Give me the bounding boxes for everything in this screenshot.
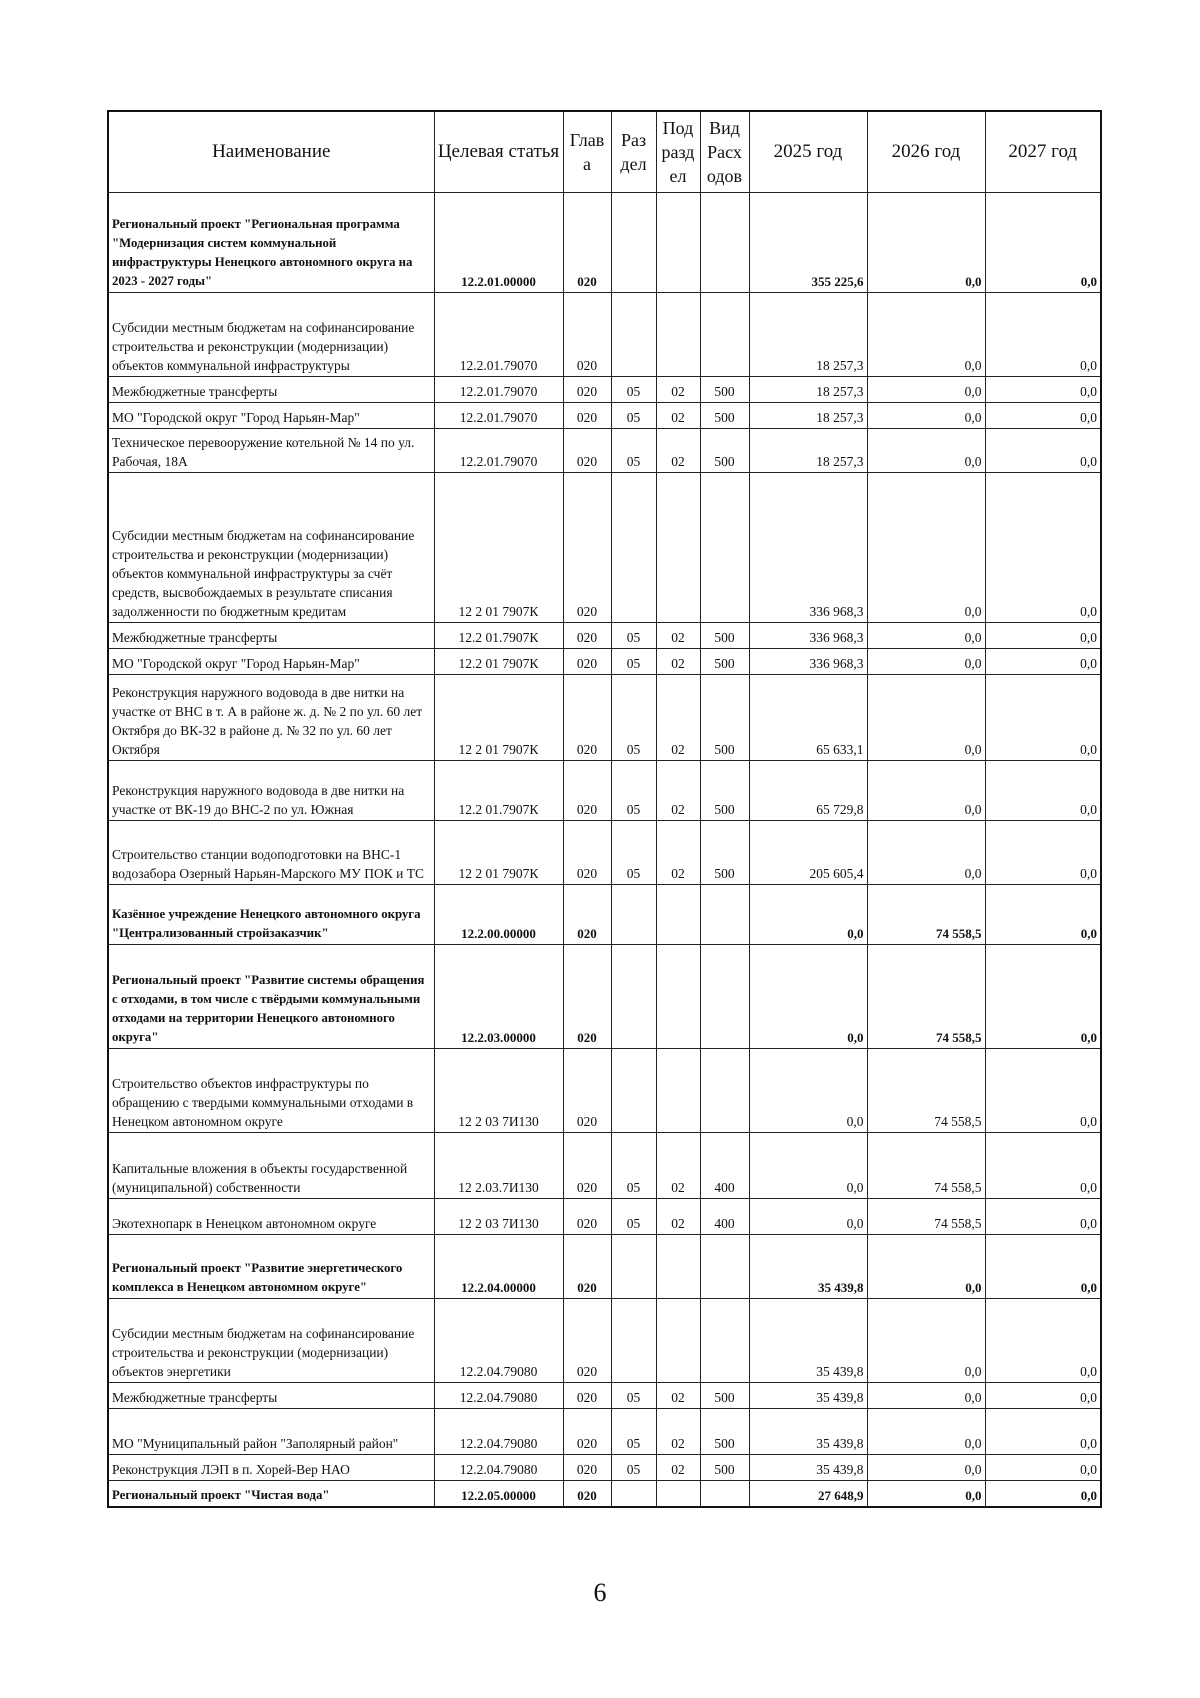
cell-subsection: 02 — [656, 821, 700, 885]
cell-2027: 0,0 — [985, 403, 1101, 429]
cell-section: 05 — [611, 761, 656, 821]
cell-section: 05 — [611, 429, 656, 473]
cell-expense-type: 500 — [700, 623, 749, 649]
cell-2025: 18 257,3 — [749, 293, 867, 377]
cell-2025: 27 648,9 — [749, 1481, 867, 1507]
cell-2025: 0,0 — [749, 885, 867, 945]
cell-2027: 0,0 — [985, 193, 1101, 293]
cell-chapter: 020 — [563, 821, 611, 885]
cell-expense-type: 500 — [700, 821, 749, 885]
cell-target-article: 12.2.05.00000 — [434, 1481, 563, 1507]
cell-target-article: 12.2.04.79080 — [434, 1455, 563, 1481]
table-row — [108, 293, 1101, 377]
cell-section — [611, 945, 656, 1049]
cell-2026: 0,0 — [867, 193, 985, 293]
cell-subsection — [656, 1049, 700, 1133]
cell-target-article: 12 2 03 7И130 — [434, 1049, 563, 1133]
cell-2025: 0,0 — [749, 945, 867, 1049]
cell-expense-type — [700, 945, 749, 1049]
cell-chapter: 020 — [563, 1049, 611, 1133]
cell-2025: 35 439,8 — [749, 1455, 867, 1481]
cell-name: Капитальные вложения в объекты государственной (муниципальной) собственности — [108, 1133, 434, 1199]
cell-target-article: 12 2 01 7907К — [434, 675, 563, 761]
cell-subsection — [656, 293, 700, 377]
cell-2026: 74 558,5 — [867, 1199, 985, 1235]
cell-subsection: 02 — [656, 1409, 700, 1455]
cell-section: 05 — [611, 623, 656, 649]
table-row-section-total — [108, 1235, 1101, 1299]
cell-2026: 0,0 — [867, 429, 985, 473]
cell-chapter: 020 — [563, 1383, 611, 1409]
cell-2027: 0,0 — [985, 1133, 1101, 1199]
cell-section — [611, 1481, 656, 1507]
cell-subsection — [656, 1481, 700, 1507]
cell-subsection — [656, 1299, 700, 1383]
cell-name: Техническое перевооружение котельной № 14 по ул. Рабочая, 18А — [108, 429, 434, 473]
cell-target-article: 12.2.03.00000 — [434, 945, 563, 1049]
cell-name: Региональный проект "Чистая вода" — [108, 1481, 434, 1507]
cell-section: 05 — [611, 403, 656, 429]
cell-2026: 0,0 — [867, 1383, 985, 1409]
cell-expense-type: 500 — [700, 761, 749, 821]
header-2025: 2025 год — [749, 111, 867, 193]
page-number: 6 — [593, 1578, 607, 1607]
cell-chapter: 020 — [563, 1409, 611, 1455]
table-row — [108, 1049, 1101, 1133]
cell-2027: 0,0 — [985, 945, 1101, 1049]
header-section: Раз дел — [611, 111, 656, 193]
table-row — [108, 1455, 1101, 1481]
cell-2026: 0,0 — [867, 377, 985, 403]
cell-name: Субсидии местным бюджетам на софинансирование строительства и реконструкции (модернизации) объектов коммунальной инфраструктуры за счёт средств, высвобождаемых в результате списания задолженности по бюджетным кредитам — [108, 473, 434, 623]
table-row — [108, 403, 1101, 429]
cell-2025: 18 257,3 — [749, 429, 867, 473]
cell-subsection: 02 — [656, 377, 700, 403]
cell-chapter: 020 — [563, 649, 611, 675]
cell-name: Реконструкция наружного водовода в две нитки на участке от ВК-19 до ВНС-2 по ул. Южная — [108, 761, 434, 821]
cell-expense-type — [700, 473, 749, 623]
cell-chapter: 020 — [563, 623, 611, 649]
cell-name: Межбюджетные трансферты — [108, 377, 434, 403]
cell-section: 05 — [611, 377, 656, 403]
cell-expense-type: 500 — [700, 675, 749, 761]
cell-section — [611, 1299, 656, 1383]
cell-expense-type: 500 — [700, 1383, 749, 1409]
cell-2027: 0,0 — [985, 429, 1101, 473]
cell-name: Региональный проект "Развитие системы обращения с отходами, в том числе с твёрдыми коммунальными отходами на территории Ненецкого автономного округа" — [108, 945, 434, 1049]
table-row — [108, 821, 1101, 885]
cell-target-article: 12.2.01.79070 — [434, 403, 563, 429]
cell-target-article: 12 2 03 7И130 — [434, 1199, 563, 1235]
cell-target-article: 12 2.03.7И130 — [434, 1133, 563, 1199]
cell-expense-type — [700, 1235, 749, 1299]
table-row — [108, 649, 1101, 675]
cell-name: МО "Городской округ "Город Нарьян-Мар" — [108, 403, 434, 429]
cell-subsection — [656, 1235, 700, 1299]
cell-name: МО "Городской округ "Город Нарьян-Мар" — [108, 649, 434, 675]
cell-subsection — [656, 885, 700, 945]
cell-2027: 0,0 — [985, 761, 1101, 821]
cell-section — [611, 885, 656, 945]
cell-2025: 18 257,3 — [749, 377, 867, 403]
cell-chapter: 020 — [563, 403, 611, 429]
cell-2026: 0,0 — [867, 473, 985, 623]
cell-2026: 0,0 — [867, 1235, 985, 1299]
cell-2025: 35 439,8 — [749, 1235, 867, 1299]
cell-expense-type — [700, 193, 749, 293]
cell-2026: 74 558,5 — [867, 1133, 985, 1199]
cell-2026: 74 558,5 — [867, 945, 985, 1049]
cell-target-article: 12.2.00.00000 — [434, 885, 563, 945]
table-body — [108, 193, 1101, 1507]
table-row — [108, 473, 1101, 623]
cell-target-article: 12.2 01.7907К — [434, 623, 563, 649]
table-row-section-total — [108, 945, 1101, 1049]
cell-subsection: 02 — [656, 429, 700, 473]
cell-subsection: 02 — [656, 1383, 700, 1409]
cell-2026: 0,0 — [867, 1409, 985, 1455]
cell-subsection: 02 — [656, 403, 700, 429]
cell-section: 05 — [611, 1383, 656, 1409]
cell-section — [611, 473, 656, 623]
header-name: Наименование — [108, 111, 434, 193]
cell-2025: 0,0 — [749, 1199, 867, 1235]
cell-2025: 0,0 — [749, 1133, 867, 1199]
cell-2027: 0,0 — [985, 1383, 1101, 1409]
cell-name: Реконструкция наружного водовода в две нитки на участке от ВНС в т. А в районе ж. д. № 2 по ул. 60 лет Октября до ВК-32 в районе д. № 32 по ул. 60 лет Октября — [108, 675, 434, 761]
cell-section — [611, 193, 656, 293]
cell-2027: 0,0 — [985, 623, 1101, 649]
cell-2027: 0,0 — [985, 293, 1101, 377]
table-row — [108, 1133, 1101, 1199]
cell-2027: 0,0 — [985, 1455, 1101, 1481]
cell-expense-type: 400 — [700, 1199, 749, 1235]
header-target-article: Целевая статья — [434, 111, 563, 193]
cell-target-article: 12.2.01.00000 — [434, 193, 563, 293]
cell-2027: 0,0 — [985, 1409, 1101, 1455]
cell-subsection: 02 — [656, 761, 700, 821]
cell-2025: 65 729,8 — [749, 761, 867, 821]
cell-chapter: 020 — [563, 193, 611, 293]
cell-chapter: 020 — [563, 1133, 611, 1199]
cell-subsection: 02 — [656, 675, 700, 761]
cell-2027: 0,0 — [985, 1299, 1101, 1383]
cell-expense-type: 500 — [700, 403, 749, 429]
cell-section: 05 — [611, 1133, 656, 1199]
cell-chapter: 020 — [563, 675, 611, 761]
cell-subsection — [656, 473, 700, 623]
cell-expense-type — [700, 1299, 749, 1383]
cell-subsection — [656, 193, 700, 293]
cell-subsection: 02 — [656, 1199, 700, 1235]
cell-name: Межбюджетные трансферты — [108, 1383, 434, 1409]
cell-section — [611, 293, 656, 377]
cell-2026: 0,0 — [867, 1481, 985, 1507]
header-2027: 2027 год — [985, 111, 1101, 193]
cell-section: 05 — [611, 649, 656, 675]
cell-name: Строительство станции водоподготовки на ВНС-1 водозабора Озерный Нарьян-Марского МУ ПОК и ТС — [108, 821, 434, 885]
cell-expense-type: 500 — [700, 1455, 749, 1481]
cell-target-article: 12.2.04.00000 — [434, 1235, 563, 1299]
table-row — [108, 1383, 1101, 1409]
cell-2025: 355 225,6 — [749, 193, 867, 293]
cell-2025: 35 439,8 — [749, 1409, 867, 1455]
cell-2025: 336 968,3 — [749, 649, 867, 675]
header-expense-type: Вид Расх одов — [700, 111, 749, 193]
cell-section — [611, 1049, 656, 1133]
cell-2027: 0,0 — [985, 1049, 1101, 1133]
cell-2027: 0,0 — [985, 1235, 1101, 1299]
cell-section — [611, 1235, 656, 1299]
cell-2026: 74 558,5 — [867, 1049, 985, 1133]
cell-2027: 0,0 — [985, 377, 1101, 403]
cell-expense-type: 500 — [700, 649, 749, 675]
cell-section: 05 — [611, 1409, 656, 1455]
cell-name: Субсидии местным бюджетам на софинансирование строительства и реконструкции (модернизации) объектов энергетики — [108, 1299, 434, 1383]
cell-2025: 336 968,3 — [749, 473, 867, 623]
cell-expense-type — [700, 885, 749, 945]
cell-2026: 0,0 — [867, 403, 985, 429]
header-2026: 2026 год — [867, 111, 985, 193]
cell-chapter: 020 — [563, 1455, 611, 1481]
cell-2026: 0,0 — [867, 761, 985, 821]
cell-target-article: 12.2.04.79080 — [434, 1299, 563, 1383]
table-row — [108, 761, 1101, 821]
cell-2026: 0,0 — [867, 293, 985, 377]
cell-target-article: 12.2.01.79070 — [434, 293, 563, 377]
cell-target-article: 12.2.01.79070 — [434, 377, 563, 403]
table-row-section-total — [108, 885, 1101, 945]
cell-2027: 0,0 — [985, 649, 1101, 675]
cell-2026: 0,0 — [867, 623, 985, 649]
header-chapter: Глав а — [563, 111, 611, 193]
cell-2027: 0,0 — [985, 473, 1101, 623]
cell-section: 05 — [611, 821, 656, 885]
cell-2025: 35 439,8 — [749, 1383, 867, 1409]
cell-2027: 0,0 — [985, 821, 1101, 885]
cell-name: Субсидии местным бюджетам на софинансирование строительства и реконструкции (модернизации) объектов коммунальной инфраструктуры — [108, 293, 434, 377]
cell-2026: 0,0 — [867, 675, 985, 761]
cell-target-article: 12 2 01 7907К — [434, 821, 563, 885]
cell-subsection: 02 — [656, 1133, 700, 1199]
table-row-section-total — [108, 1481, 1101, 1507]
cell-name: Межбюджетные трансферты — [108, 623, 434, 649]
table-row-section-total — [108, 193, 1101, 293]
cell-2025: 35 439,8 — [749, 1299, 867, 1383]
cell-name: МО "Муниципальный район "Заполярный район" — [108, 1409, 434, 1455]
cell-2027: 0,0 — [985, 675, 1101, 761]
cell-chapter: 020 — [563, 1235, 611, 1299]
table-row — [108, 623, 1101, 649]
cell-expense-type: 400 — [700, 1133, 749, 1199]
cell-chapter: 020 — [563, 1299, 611, 1383]
cell-chapter: 020 — [563, 473, 611, 623]
cell-chapter: 020 — [563, 377, 611, 403]
cell-name: Казённое учреждение Ненецкого автономного округа "Централизованный стройзаказчик" — [108, 885, 434, 945]
cell-section: 05 — [611, 1199, 656, 1235]
cell-chapter: 020 — [563, 885, 611, 945]
cell-chapter: 020 — [563, 429, 611, 473]
cell-section: 05 — [611, 1455, 656, 1481]
cell-target-article: 12.2.04.79080 — [434, 1409, 563, 1455]
cell-name: Региональный проект "Развитие энергетического комплекса в Ненецком автономном округе" — [108, 1235, 434, 1299]
table-row — [108, 429, 1101, 473]
table-row — [108, 675, 1101, 761]
cell-subsection: 02 — [656, 623, 700, 649]
table-row — [108, 377, 1101, 403]
cell-expense-type: 500 — [700, 377, 749, 403]
cell-expense-type — [700, 1049, 749, 1133]
cell-name: Реконструкция ЛЭП в п. Хорей-Вер НАО — [108, 1455, 434, 1481]
cell-2026: 0,0 — [867, 1299, 985, 1383]
cell-name: Региональный проект "Региональная программа "Модернизация систем коммунальной инфраструктуры Ненецкого автономного округа на 2023 - 2027 годы" — [108, 193, 434, 293]
cell-chapter: 020 — [563, 1481, 611, 1507]
cell-2025: 0,0 — [749, 1049, 867, 1133]
budget-table — [107, 110, 1102, 1508]
cell-chapter: 020 — [563, 945, 611, 1049]
cell-subsection: 02 — [656, 1455, 700, 1481]
cell-subsection — [656, 945, 700, 1049]
cell-chapter: 020 — [563, 761, 611, 821]
cell-expense-type: 500 — [700, 429, 749, 473]
cell-section: 05 — [611, 675, 656, 761]
header-row — [108, 111, 1101, 193]
cell-expense-type: 500 — [700, 1409, 749, 1455]
cell-target-article: 12.2 01.7907К — [434, 761, 563, 821]
table-row — [108, 1299, 1101, 1383]
cell-target-article: 12.2.01.79070 — [434, 429, 563, 473]
cell-chapter: 020 — [563, 1199, 611, 1235]
cell-2025: 18 257,3 — [749, 403, 867, 429]
cell-2027: 0,0 — [985, 885, 1101, 945]
cell-2026: 0,0 — [867, 821, 985, 885]
cell-target-article: 12.2.04.79080 — [434, 1383, 563, 1409]
cell-subsection: 02 — [656, 649, 700, 675]
cell-chapter: 020 — [563, 293, 611, 377]
cell-2027: 0,0 — [985, 1481, 1101, 1507]
table-row — [108, 1199, 1101, 1235]
cell-2026: 0,0 — [867, 1455, 985, 1481]
cell-2027: 0,0 — [985, 1199, 1101, 1235]
cell-target-article: 12.2 01 7907К — [434, 649, 563, 675]
cell-target-article: 12 2 01 7907К — [434, 473, 563, 623]
header-subsection: Под разд ел — [656, 111, 700, 193]
cell-2025: 336 968,3 — [749, 623, 867, 649]
cell-name: Строительство объектов инфраструктуры по обращению с твердыми коммунальными отходами в Ненецком автономном округе — [108, 1049, 434, 1133]
cell-expense-type — [700, 293, 749, 377]
cell-2026: 0,0 — [867, 649, 985, 675]
cell-2026: 74 558,5 — [867, 885, 985, 945]
table-row — [108, 1409, 1101, 1455]
cell-2025: 205 605,4 — [749, 821, 867, 885]
cell-expense-type — [700, 1481, 749, 1507]
cell-name: Экотехнопарк в Ненецком автономном округе — [108, 1199, 434, 1235]
cell-2025: 65 633,1 — [749, 675, 867, 761]
